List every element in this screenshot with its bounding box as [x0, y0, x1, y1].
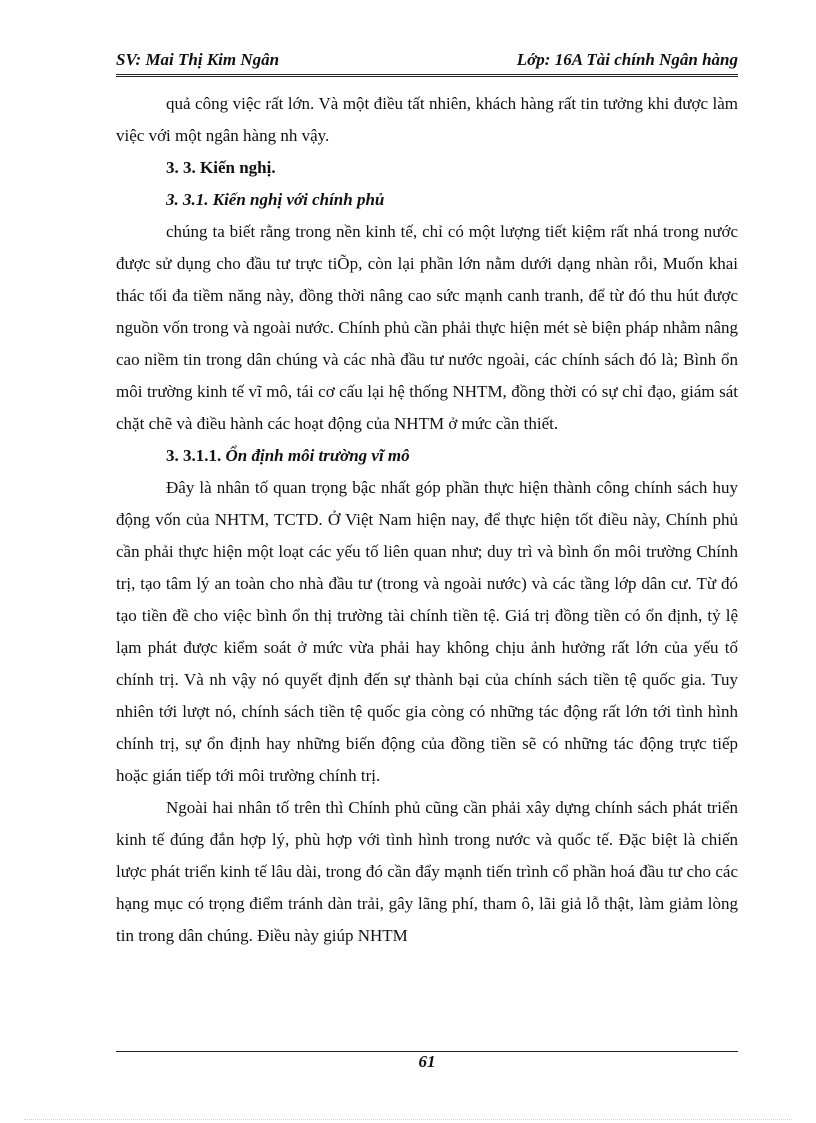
subsubsection-title: Ổn định môi trường vĩ mô — [225, 446, 410, 465]
page-number: 61 — [418, 1052, 436, 1071]
page-edge-rule — [24, 1119, 792, 1120]
paragraph-government: chúng ta biết rằng trong nền kinh tế, chỉ có một lượng tiết kiệm rất nhá trong nước được sử dụng cho đầu tư trực tiÕp, còn lại phần lớn nằm dưới dạng nhàn rỗi, Muốn khai thác tối đa tiềm năng này, đồng thời nâng cao sức mạnh canh tranh, để từ đó thu hút được nguồn vốn trong và ngoài nước. Chính phủ cần phải thực hiện mét sè biện pháp nhằm nâng cao niềm tin trong dân chúng và các nhà đầu tư nước ngoài, các chính sách đó là; Bình ổn môi trường kinh tế vĩ mô, tái cơ cấu lại hệ thống NHTM, đồng thời có sự chỉ đạo, giám sát chặt chẽ và điều hành các hoạt động của NHTM ở mức cần thiết. — [116, 222, 738, 433]
paragraph-intro: quả công việc rất lớn. Và một điều tất nhiên, khách hàng rất tin tưởng khi được làm việc với một ngân hàng nh vậy. — [116, 94, 738, 145]
page-header — [116, 48, 738, 77]
student-name: SV: Mai Thị Kim Ngân — [116, 50, 280, 69]
class-name: Lớp: 16A Tài chính Ngân hàng — [516, 50, 738, 69]
section-heading: 3. 3. Kiến nghị. — [166, 158, 276, 177]
paragraph-stability: Đây là nhân tố quan trọng bậc nhất góp phần thực hiện thành công chính sách huy động vốn của NHTM, TCTD. Ở Việt Nam hiện nay, để thực hiện tốt điều này, Chính phủ cần phải thực hiện một loạt các yếu tố liên quan như; duy trì và bình ổn môi trường Chính trị, tạo tâm lý an toàn cho nhà đầu tư (trong và ngoài nước) và các tầng lớp dân cư. Từ đó tạo tiền đề cho việc bình ổn thị trường tài chính tiền tệ. Giá trị đồng tiền có ổn định, tỷ lệ lạm phát được kiểm soát ở mức vừa phải hay không chịu ảnh hưởng rất lớn của yếu tố chính trị. Và nh vậy nó quyết định đến sự thành bại của chính sách tiền tệ quốc gia. Tuy nhiên tới lượt nó, chính sách tiền tệ quốc gia còng có những tác động rất lớn tới tình hình chính trị, sự ổn định hay những biến động của đồng tiền sẽ có những tác động trực tiếp hoặc gián tiếp tới môi trường chính trị. — [116, 478, 738, 785]
subsubsection-heading — [116, 440, 738, 472]
paragraph-policy: Ngoài hai nhân tố trên thì Chính phủ cũng cần phải xây dựng chính sách phát triển kinh tế đúng đắn hợp lý, phù hợp với tình hình trong nước và quốc tế. Đặc biệt là chiến lược phát triển kinh tế lâu dài, trong đó cần đẩy mạnh tiến trình cổ phần hoá đầu tư cho các hạng mục có trọng điểm tránh dàn trải, gây lãng phí, tham ô, lãi giả lỗ thật, làm giảm lòng tin trong dân chúng. Điều này giúp NHTM — [116, 798, 738, 945]
page-content — [116, 88, 738, 952]
subsection-heading: 3. 3.1. Kiến nghị với chính phủ — [166, 190, 385, 209]
subsubsection-number: 3. 3.1.1. — [166, 446, 222, 465]
